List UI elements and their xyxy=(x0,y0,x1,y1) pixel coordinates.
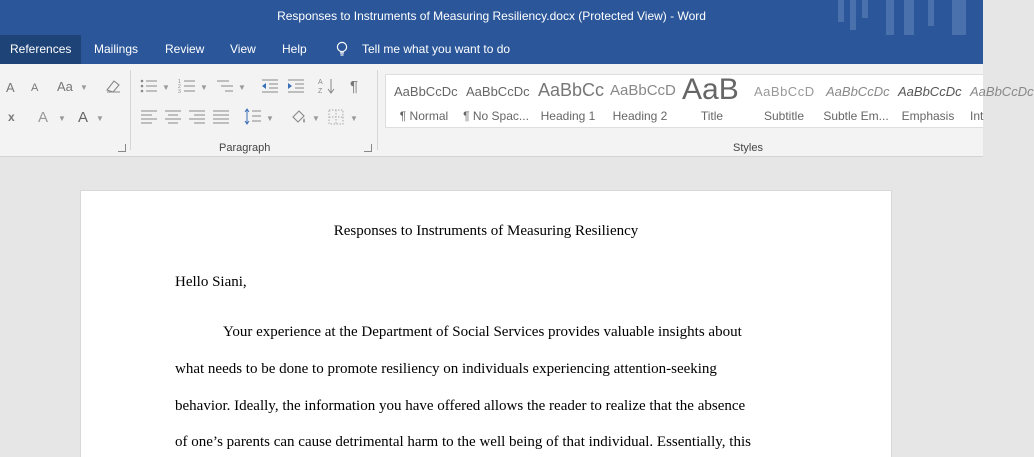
tab-view[interactable]: View xyxy=(230,42,256,56)
style-name: Int xyxy=(970,109,984,123)
title-bar xyxy=(0,0,983,35)
style-name: ¶ Normal xyxy=(399,109,449,123)
ribbon-tabs xyxy=(0,35,983,64)
chevron-down-icon: ▼ xyxy=(96,114,104,123)
style-intense-emphasis[interactable] xyxy=(967,76,1034,126)
text-effects-button[interactable]: A xyxy=(38,109,49,126)
change-case-button[interactable]: Aa xyxy=(57,79,73,94)
style-sample: AaBbCcDc xyxy=(466,84,530,99)
chevron-down-icon: ▼ xyxy=(350,114,358,123)
shading-icon[interactable] xyxy=(290,108,308,126)
svg-text:1: 1 xyxy=(178,79,181,85)
chevron-down-icon: ▼ xyxy=(162,83,170,92)
justify-icon[interactable] xyxy=(212,109,230,125)
titlebar-decoration xyxy=(952,0,966,35)
style-sample: AaBbCcDc xyxy=(898,84,962,99)
document-greeting: Hello Siani, xyxy=(175,274,247,290)
group-separator xyxy=(130,70,131,150)
tell-me-search[interactable]: Tell me what you want to do xyxy=(362,42,511,56)
paragraph-group-label: Paragraph xyxy=(219,142,271,154)
lightbulb-icon xyxy=(334,41,350,58)
titlebar-decoration xyxy=(850,0,856,30)
style-normal[interactable] xyxy=(391,76,457,126)
style-emphasis[interactable] xyxy=(895,76,961,126)
style-subtitle[interactable] xyxy=(751,76,817,126)
grow-font-button[interactable]: A xyxy=(6,80,15,95)
style-name: Heading 1 xyxy=(540,109,596,123)
titlebar-decoration xyxy=(904,0,914,35)
numbering-icon[interactable] xyxy=(178,78,196,94)
style-title[interactable] xyxy=(679,73,745,126)
chevron-down-icon: ▼ xyxy=(80,83,88,92)
document-heading: Responses to Instruments of Measuring Resiliency xyxy=(333,223,639,239)
style-no-spacing[interactable] xyxy=(463,76,529,126)
style-name: Subtitle xyxy=(763,109,805,123)
style-heading-1[interactable] xyxy=(535,76,605,126)
borders-icon[interactable] xyxy=(328,109,344,125)
show-formatting-button[interactable]: ¶ xyxy=(350,78,359,95)
svg-text:2: 2 xyxy=(178,84,181,90)
chevron-down-icon: ▼ xyxy=(200,83,208,92)
titlebar-decoration xyxy=(928,0,934,26)
svg-text:3: 3 xyxy=(178,89,181,95)
style-sample: AaBbCcD xyxy=(610,82,676,99)
increase-indent-icon[interactable] xyxy=(287,78,305,94)
sort-icon[interactable] xyxy=(318,77,336,95)
style-name: Subtle Em... xyxy=(823,109,889,123)
subscript-button[interactable]: x xyxy=(8,110,15,124)
svg-text:Z: Z xyxy=(318,88,323,95)
tab-review[interactable]: Review xyxy=(165,42,205,56)
style-sample: AaBbCcDc xyxy=(970,84,1034,99)
align-right-icon[interactable] xyxy=(188,109,206,125)
tab-references[interactable]: References xyxy=(0,35,81,64)
group-separator xyxy=(377,70,378,150)
document-paragraph-line: Your experience at the Department of Social Services provides valuable insights about xyxy=(223,324,742,340)
tab-mailings[interactable]: Mailings xyxy=(94,42,139,56)
shrink-font-button[interactable]: A xyxy=(31,82,39,94)
style-name: Title xyxy=(700,109,724,123)
multilevel-list-icon[interactable] xyxy=(216,78,234,94)
chevron-down-icon: ▼ xyxy=(266,114,274,123)
style-heading-2[interactable] xyxy=(607,76,676,126)
paragraph-dialog-launcher[interactable] xyxy=(364,144,372,152)
document-paragraph-line: what needs to be done to promote resiliency on individuals experiencing attention-seeking xyxy=(175,361,717,377)
style-sample: AaBbCcDc xyxy=(826,84,890,99)
titlebar-decoration xyxy=(886,0,894,35)
window-title: Responses to Instruments of Measuring Resiliency.docx (Protected View) - Word xyxy=(277,9,706,23)
document-paragraph-line: behavior. Ideally, the information you have offered allows the reader to realize that the absence xyxy=(175,398,746,414)
style-sample: AaBbCcDc xyxy=(394,84,458,99)
font-color-button[interactable]: A xyxy=(78,109,89,126)
style-sample: AaBbCc xyxy=(538,80,605,100)
style-name: Heading 2 xyxy=(612,109,668,123)
line-spacing-icon[interactable] xyxy=(244,108,262,126)
titlebar-decoration xyxy=(838,0,844,22)
chevron-down-icon: ▼ xyxy=(58,114,66,123)
align-center-icon[interactable] xyxy=(164,109,182,125)
titlebar-decoration xyxy=(862,0,868,18)
style-sample: AaBbCcD xyxy=(754,84,815,99)
font-dialog-launcher[interactable] xyxy=(118,144,126,152)
style-name: Emphasis xyxy=(901,109,955,123)
align-left-icon[interactable] xyxy=(140,109,158,125)
chevron-down-icon: ▼ xyxy=(312,114,320,123)
decrease-indent-icon[interactable] xyxy=(261,78,279,94)
chevron-down-icon: ▼ xyxy=(238,83,246,92)
style-subtle-emphasis[interactable] xyxy=(823,76,889,126)
svg-text:A: A xyxy=(318,79,323,86)
bullets-icon[interactable] xyxy=(140,78,158,94)
styles-group-label: Styles xyxy=(733,142,763,154)
tab-help[interactable]: Help xyxy=(282,42,307,56)
style-sample: AaB xyxy=(682,73,739,106)
document-paragraph-line: of one’s parents can cause detrimental harm to the well being of that individual. Essentially, this xyxy=(175,434,751,450)
document-page[interactable] xyxy=(80,190,892,457)
clear-formatting-icon[interactable] xyxy=(104,78,122,94)
style-name: ¶ No Spac... xyxy=(463,109,529,123)
